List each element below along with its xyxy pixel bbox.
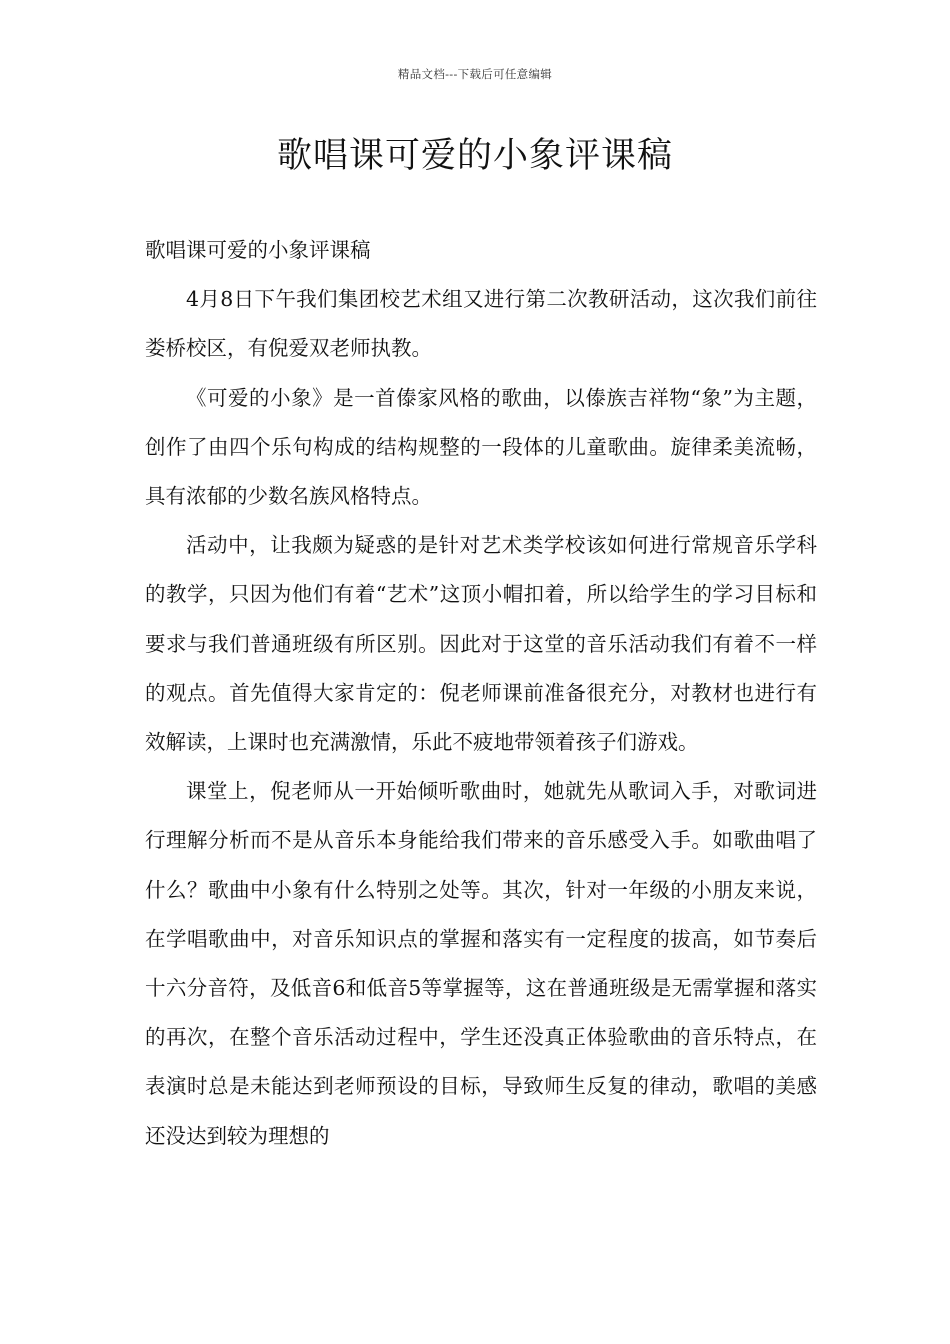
header-note: 精品文档---下载后可任意编辑 [397, 67, 553, 81]
paragraph: 《可爱的小象》是一首傣家风格的歌曲，以傣族吉祥物“象”为主题，创作了由四个乐句构成的结构规整的一段体的儿童歌曲。旋律柔美流畅，具有浓郁的少数名族风格特点。 [145, 385, 817, 509]
document-body [145, 226, 817, 1161]
paragraph: 活动中，让我颇为疑惑的是针对艺术类学校该如何进行常规音乐学科的教学，只因为他们有着“艺术”这顶小帽扣着，所以给学生的学习目标和要求与我们普通班级有所区别。因此对于这堂的音乐活动我们有着不一样的观点。首先值得大家肯定的：倪老师课前准备很充分，对教材也进行有效解读，上课时也充满激情，乐此不疲地带领着孩子们游戏。 [145, 533, 817, 755]
paragraph-subtitle: 歌唱课可爱的小象评课稿 [145, 238, 371, 262]
paragraph: 课堂上，倪老师从一开始倾听歌曲时，她就先从歌词入手，对歌词进行理解分析而不是从音乐本身能给我们带来的音乐感受入手。如歌曲唱了什么？歌曲中小象有什么特别之处等。其次，针对一年级的小朋友来说，在学唱歌曲中，对音乐知识点的掌握和落实有一定程度的拔高，如节奏后十六分音符，及低音6和低音5等掌握等，这在普通班级是无需掌握和落实的再次，在整个音乐活动过程中，学生还没真正体验歌曲的音乐特点，在表演时总是未能达到老师预设的目标，导致师生反复的律动，歌唱的美感还没达到较为理想的 [145, 779, 817, 1148]
paragraph: 4月8日下午我们集团校艺术组又进行第二次教研活动，这次我们前往娄桥校区，有倪爱双老师执教。 [145, 287, 817, 361]
document-title: 歌唱课可爱的小象评课稿 [276, 136, 673, 176]
